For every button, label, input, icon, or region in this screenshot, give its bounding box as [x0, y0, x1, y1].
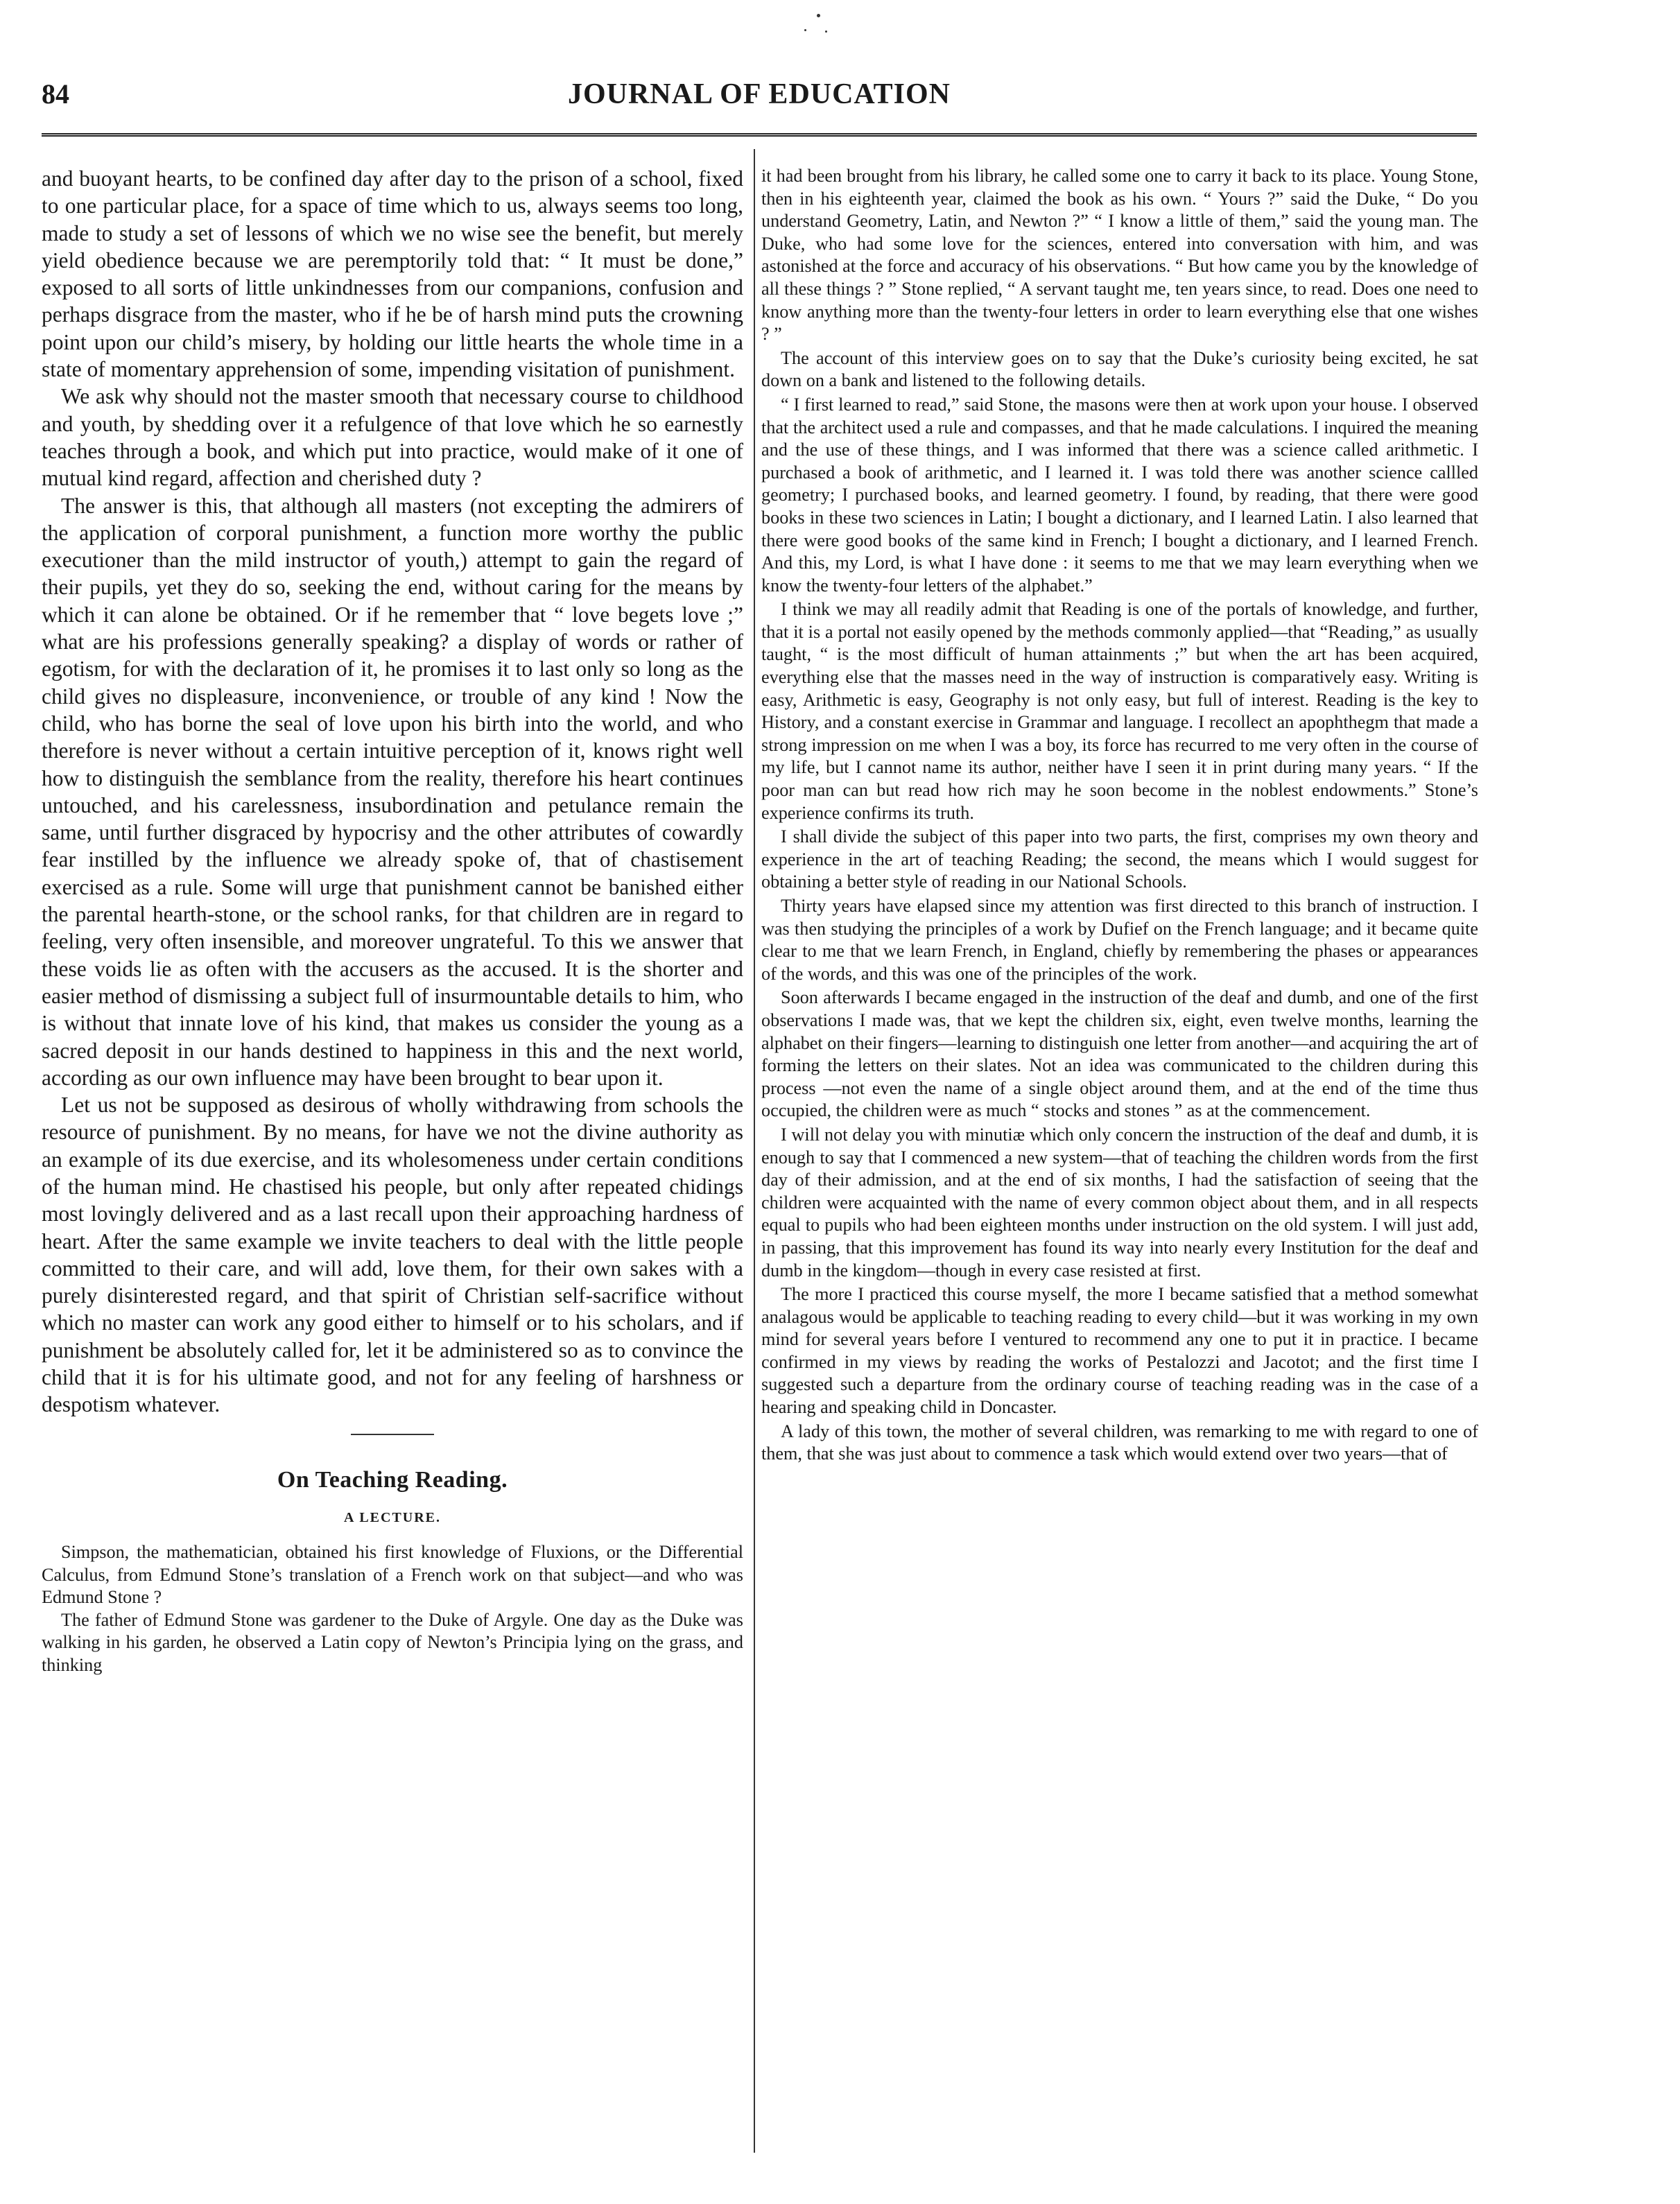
column-divider — [754, 149, 755, 2153]
left-column — [42, 165, 743, 2155]
paragraph: The more I practiced this course myself, the more I became satisfied that a method somewhat analagous would be applicable to teaching reading to every child—but it was working in my own mind for several years before I ventured to recommend any one to put it in practice. I became confirmed in my views by reading the works of Pestalozzi and Jacotot; and the first time I suggested such a departure from the ordinary course of teaching reading was in the case of a hearing and speaking child in Doncaster. — [761, 1284, 1478, 1418]
journal-title: JOURNAL OF EDUCATION — [567, 78, 951, 110]
section-divider — [351, 1434, 434, 1435]
paragraph: Simpson, the mathematician, obtained his first knowledge of Fluxions, or the Differential Calculus, from Edmund Stone’s translation of a French work on that subject—and who was Edmund Stone ? — [42, 1541, 743, 1608]
article-subtitle: A LECTURE. — [343, 1509, 442, 1525]
page-number: 84 — [42, 78, 69, 110]
paragraph: The account of this interview goes on to say that the Duke’s curiosity being excited, he sat down on a bank and listened to the following details. — [761, 347, 1478, 391]
paragraph: I think we may all readily admit that Reading is one of the portals of knowledge, and further, that it is a portal not easily opened by the methods commonly applied—that “Reading,” as usually taught, “ is the most difficult of human attainments ;” but when the art has been acquired, everything else that the masses need in the way of instruction is comparatively easy. Writing is easy, Arithmetic is easy, Geography is not only easy, but full of interest. Reading is the key to History, and a constant exercise in Grammar and language. I recollect an apophthegm that made a strong impression on me when I was a boy, its force has recurred to me very often in the course of my life, but I cannot name its author, neither have I seen it in print during many years. “ If the poor man can but read how rich may he soon become in the noblest endowments.” Stone’s experience confirms its truth. — [761, 599, 1478, 823]
paragraph: “ I first learned to read,” said Stone, the masons were then at work upon your house. I observed that the architect used a rule and compasses, and that he made calculations. I inquired the meaning and the use of these things, and I was informed that there was a science called arithmetic. I purchased a book of arithmetic, and I learned it. I was told there was another science callled geometry; I purchased books, and learned geometry. I found, by reading, that there were good books in these two sciences in Latin; I bought a dictionary, and I learned Latin. I also learned that there were good books of the same kind in French; I bought a dictionary, and I learned French. And this, my Lord, is what I have done : it seems to me that we may learn everything when we know the twenty-four letters of the alphabet.” — [761, 394, 1478, 596]
header-rule — [42, 133, 1477, 137]
paragraph: it had been brought from his library, he called some one to carry it back to its place. Young Stone, then in his eighteenth year, claimed the book as his own. “ Yours ?” said the Duke, “ Do you understand Geometry, Latin, and Newton ?” “ I know a little of them,” said the young man. The Duke, who had some love for the sciences, entered into conversation with him, and was astonished at the force and accuracy of his observations. “ But how came you by the knowledge of all these things ? ” Stone replied, “ A servant taught me, ten years since, to read. Does one need to know anything more than the twenty-four letters in order to learn everything else that one wishes ? ” — [761, 166, 1478, 345]
paragraph: Soon afterwards I became engaged in the instruction of the deaf and dumb, and one of the first observations I made was, that we kept the children six, eight, even twelve months, learning the alphabet on their fingers—learning to distinguish one letter from another—and acquiring the art of forming the letters on their slates. Not an idea was communicated to the children during this process —not even the name of a single object around them, and at the end of the time thus occupied, the children were as much “ stocks and stones ” as at the commencement. — [761, 987, 1478, 1121]
print-specks — [804, 14, 832, 35]
paragraph: Let us not be supposed as desirous of wholly withdrawing from schools the resource of punishment. By no means, for have we not the divine authority as an example of its due exercise, and its wholesomeness under certain conditions of the human mind. He chastised his people, but only after repeated chidings most lovingly delivered and as a last recall upon their approaching hardness of heart. After the same example we invite teachers to deal with the little people committed to their care, and will add, love them, for their own sakes with a purely disinterested regard, and that spirit of Christian self-sacrifice without which no master can work any good either to himself or to his scholars, and if punishment be absolutely called for, let it be administered so as to convince the child that it is for his ultimate good, and not for any feeling of harshness or despotism whatever. — [42, 1093, 743, 1417]
paragraph: The answer is this, that although all masters (not excepting the admirers of the application of corporal punishment, a function more worthy the public executioner than the mild instructor of youth,) attempt to gain the regard of their pupils, yet they do so, seeking the end, without caring for the means by which it can alone be obtained. Or if he remember that “ love begets love ;” what are his professions generally speaking? a display of words or rather of egotism, for with the declaration of it, he promises it to last only so long as the child gives no displeasure, inconvenience, or trouble of any kind ! Now the child, who has borne the seal of love upon his birth into the world, and who therefore is never without a certain intuitive perception of it, knows right well how to distinguish the semblance from the reality, therefore his heart continues untouched, and his carelessness, insubordination and petulance remain the same, until further disgraced by hypocrisy and the other attributes of cowardly fear instilled by the influence we already spoke of, that of chastisement exercised as a rule. Some will urge that punishment cannot be banished either the parental hearth-stone, or the school ranks, for that children are in regard to feeling, very often insensible, and moreover ungrateful. To this we answer that these voids lie as often with the accusers as the accused. It is the shorter and easier method of dismissing a subject full of insurmountable details to him, who is without that innate love of his kind, that makes us consider the young as a sacred deposit in our hands destined to happiness in this and the next world, according as our own influence may have been brought to bear upon it. — [42, 493, 743, 1090]
paragraph: and buoyant hearts, to be confined day after day to the prison of a school, fixed to one particular place, for a space of time which to us, always seems too long, made to study a set of lessons of which we no wise see the benefit, but merely yield obedience because we are peremptorily told that: “ It must be done,” exposed to all sorts of little unkindnesses from our companions, confusion and perhaps disgrace from the master, who if he be of harsh mind puts the crowning point upon our child’s misery, by holding our little hearts the whole time in a state of momentary apprehension of some, impending visitation of punishment. — [42, 166, 743, 382]
paragraph: A lady of this town, the mother of several children, was remarking to me with regard to one of them, that she was just about to commence a task which would extend over two years—that of — [761, 1421, 1478, 1464]
article-title: On Teaching Reading. — [277, 1466, 508, 1493]
paragraph: I shall divide the subject of this paper into two parts, the first, comprises my own theory and experience in the art of teaching Reading; the second, the means which I would suggest for obtaining a better style of reading in our National Schools. — [761, 826, 1478, 892]
paragraph: We ask why should not the master smooth that necessary course to childhood and youth, by shedding over it a refulgence of that love which he so earnestly teaches through a book, and which put into practice, would make of it one of mutual kind regard, affection and cherished duty ? — [42, 384, 743, 491]
paragraph: The father of Edmund Stone was gardener to the Duke of Argyle. One day as the Duke was walking in his garden, he observed a Latin copy of Newton’s Principia lying on the grass, and thinking — [42, 1609, 743, 1675]
paragraph: Thirty years have elapsed since my attention was first directed to this branch of instruction. I was then studying the principles of a work by Dufief on the French language; and it became quite clear to me that we learn French, in England, chiefly by remembering the phases or appearances of the words, and this was one of the principles of the work. — [761, 896, 1478, 984]
right-column — [761, 165, 1478, 2155]
running-head — [42, 78, 1477, 119]
paragraph: I will not delay you with minutiæ which only concern the instruction of the deaf and dumb, it is enough to say that I commenced a new system—that of teaching the children words from the first day of their admission, and at the end of six months, I had the satisfaction of seeing that the children were acquainted with the name of every common object about them, and in all respects equal to pupils who had been eighteen months under instruction on the old system. I will just add, in passing, that this improvement has found its way into nearly every Institution for the deaf and dumb in the kingdom—though in every case resisted at first. — [761, 1124, 1478, 1281]
